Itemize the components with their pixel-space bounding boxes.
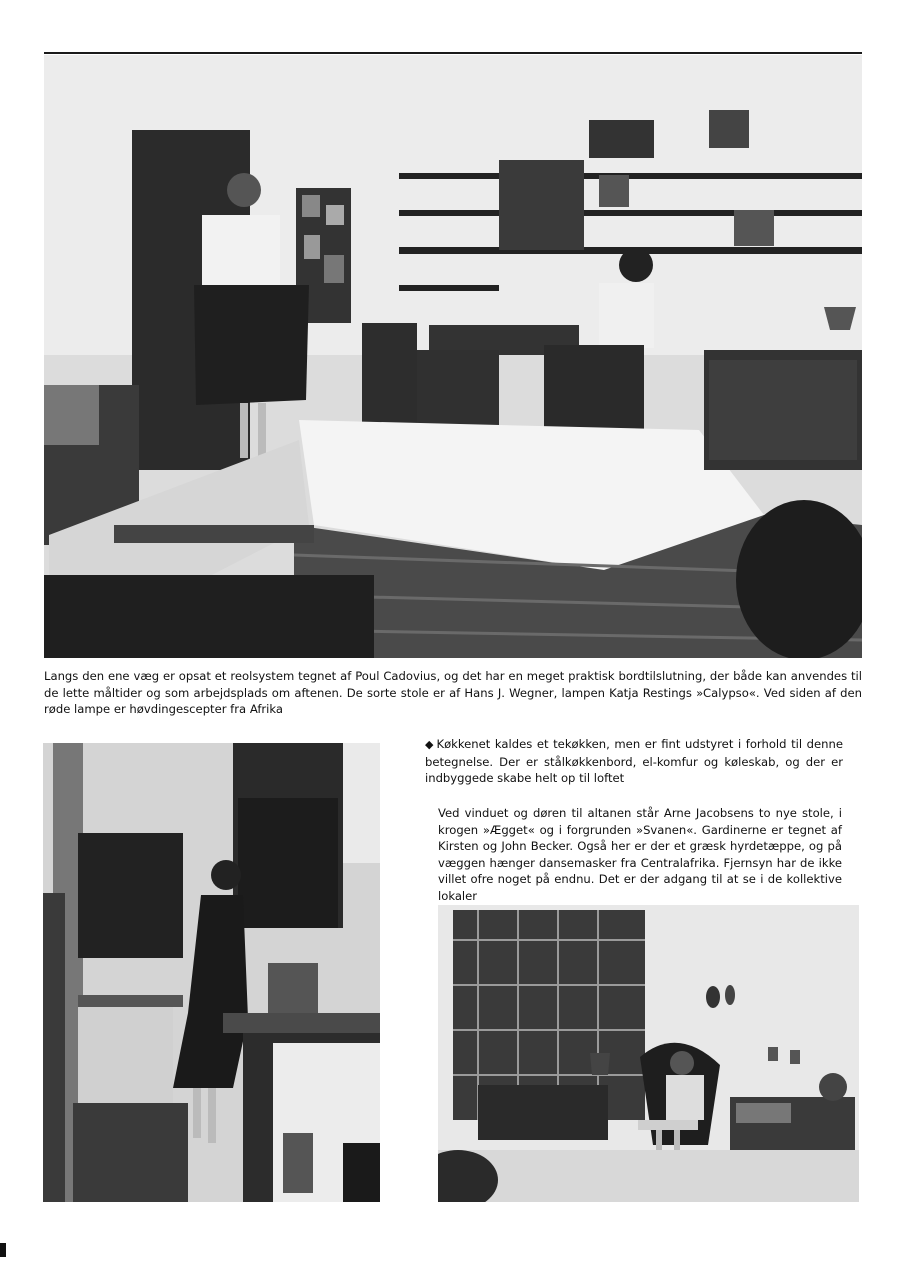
kitchen-photo <box>43 743 380 1202</box>
kitchen-caption <box>425 736 843 787</box>
kitchen-caption-text: Køkkenet kaldes et tekøkken, men er fint udstyret i forhold til denne betegnelse. Der er stålkøkkenbord, el-komfur og køleskab, og der er indbyggede skabe helt op til loftet <box>425 737 843 785</box>
egg-chair-photo <box>438 905 859 1202</box>
left-pointer-icon: ◆ <box>425 738 434 751</box>
egg-chair-caption: Ved vinduet og døren til altanen står Arne Jacobsens to nye stole, i krogen »Ægget« og i forgrunden »Svanen«. Gardinerne er tegnet af Kirsten og John Becker. Også her er der et græsk hyrdetæppe, og på væggen hænger dansemasker fra Centralafrika. Fjernsyn har de ikke villet ofre noget på endnu. Det er der adgang til at se i de kollektive lokaler <box>438 806 842 903</box>
top-rule <box>44 52 862 54</box>
living-room-caption: Langs den ene væg er opsat et reolsystem tegnet af Poul Cadovius, og det har en meget praktisk bordtilslutning, der både kan anvendes til de lette måltider og som arbejdsplads om aftenen. De sorte stole er af Hans J. Wegner, lampen Katja Restings »Calypso«. Ved siden af den røde lampe er høvdingescepter fra Afrika <box>44 669 862 716</box>
living-room-photo <box>44 55 862 658</box>
page-edge-mark <box>0 1243 6 1257</box>
